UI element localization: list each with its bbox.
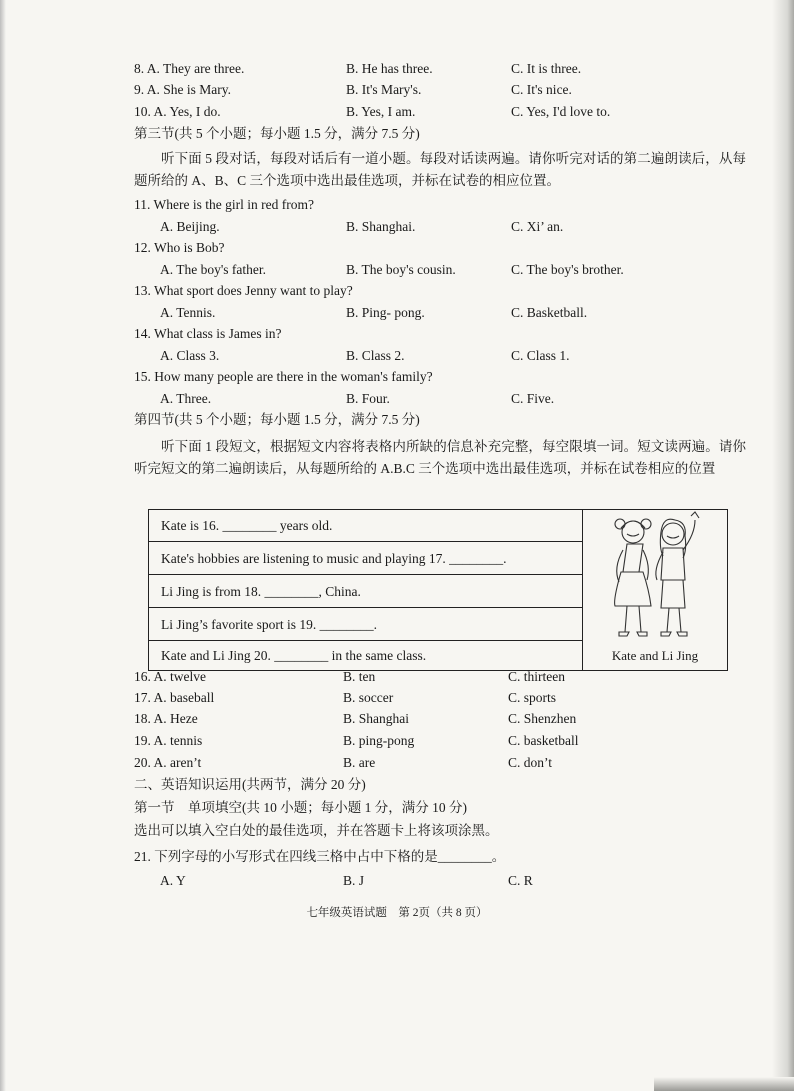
q20-option-a: 20. A. aren’t: [134, 755, 202, 770]
info-table: [148, 509, 728, 671]
q21-option-a: A. Y: [160, 873, 186, 888]
q13-option-a: A. Tennis.: [160, 305, 216, 320]
page-footer: 七年级英语试题 第 2页（共 8 页）: [306, 907, 488, 919]
table-row: Li Jing is from 18. ________, China.: [149, 576, 582, 608]
scan-edge-left: [0, 0, 6, 1091]
part2-section1-header: 第一节 单项填空(共 10 小题；每小题 1 分，满分 10 分): [134, 800, 467, 815]
q20-option-b: B. are: [343, 755, 376, 770]
part2-section1-instructions: 选出可以填入空白处的最佳选项，并在答题卡上将该项涂黑。: [134, 823, 499, 838]
q9-option-a: 9. A. She is Mary.: [134, 82, 231, 97]
q9-option-c: C. It's nice.: [511, 82, 572, 97]
q12-option-c: C. The boy's brother.: [511, 262, 624, 277]
q12-option-b: B. The boy's cousin.: [346, 262, 456, 277]
q18-option-c: C. Shenzhen: [508, 711, 577, 726]
section4-header: 第四节(共 5 个小题；每小题 1.5 分，满分 7.5 分): [134, 412, 420, 427]
q11-question: 11. Where is the girl in red from?: [134, 197, 314, 212]
q17-option-a: 17. A. baseball: [134, 690, 215, 705]
q14-question: 14. What class is James in?: [134, 326, 282, 341]
q18-option-b: B. Shanghai: [343, 711, 409, 726]
q12-option-a: A. The boy's father.: [160, 262, 267, 277]
q16-option-b: B. ten: [343, 669, 376, 684]
q17-option-b: B. soccer: [343, 690, 394, 705]
q19-option-c: C. basketball: [508, 733, 579, 748]
q17-option-c: C. sports: [508, 690, 557, 705]
section3-header: 第三节(共 5 个小题；每小题 1.5 分，满分 7.5 分): [134, 126, 420, 141]
info-table-rows: [149, 510, 583, 670]
q13-question: 13. What sport does Jenny want to play?: [134, 283, 353, 298]
q21-option-c: C. R: [508, 873, 533, 888]
table-row: Kate and Li Jing 20. ________ in the same class.: [161, 648, 427, 663]
q12-question: 12. Who is Bob?: [134, 240, 225, 255]
q11-option-a: A. Beijing.: [160, 219, 220, 234]
q15-option-a: A. Three.: [160, 391, 212, 406]
section4-instructions: 听下面 1 段短文，根据短文内容将表格内所缺的信息补充完整，每空限填一词。短文读两遍。请你听完短文的第二遍朗读后，从每题所给的 A.B.C 三个选项中选出最佳选项，并标在试卷相应的位置: [134, 439, 746, 476]
scan-edge-right: [772, 0, 794, 1091]
part2-header: 二、英语知识运用(共两节，满分 20 分): [134, 777, 366, 792]
q8-option-c: C. It is three.: [511, 61, 582, 76]
scan-edge-bottom: [654, 1077, 794, 1091]
q18-option-a: 18. A. Heze: [134, 711, 198, 726]
table-row: Li Jing’s favorite sport is 19. ________.: [149, 609, 582, 641]
table-row: Kate's hobbies are listening to music and playing 17. ________.: [149, 543, 582, 575]
q10-option-b: B. Yes, I am.: [346, 104, 416, 119]
q15-option-c: C. Five.: [511, 391, 555, 406]
q21-option-b: B. J: [343, 873, 365, 888]
q9-option-b: B. It's Mary's.: [346, 82, 422, 97]
q15-question: 15. How many people are there in the woman's family?: [134, 369, 433, 384]
q14-option-c: C. Class 1.: [511, 348, 570, 363]
q21-question: 21. 下列字母的小写形式在四线三格中占中下格的是________。: [134, 849, 506, 864]
q14-option-a: A. Class 3.: [160, 348, 220, 363]
q14-option-b: B. Class 2.: [346, 348, 405, 363]
q19-option-a: 19. A. tennis: [134, 733, 203, 748]
q10-option-c: C. Yes, I'd love to.: [511, 104, 611, 119]
section3-instructions: 听下面 5 段对话，每段对话后有一道小题。每段对话读两遍。请你听完对话的第二遍朗读后，从每题所给的 A、B、C 三个选项中选出最佳选项，并标在试卷的相应位置。: [134, 151, 746, 188]
two-girls-illustration: [583, 510, 727, 646]
q16-option-c: C. thirteen: [508, 669, 565, 684]
q16-option-a: 16. A. twelve: [134, 669, 206, 684]
q11-option-b: B. Shanghai.: [346, 219, 416, 234]
q19-option-b: B. ping-pong: [343, 733, 415, 748]
q13-option-c: C. Basketball.: [511, 305, 588, 320]
q20-option-c: C. don’t: [508, 755, 553, 770]
illustration-caption: Kate and Li Jing: [611, 648, 699, 663]
table-row: Kate is 16. ________ years old.: [149, 510, 582, 542]
q13-option-b: B. Ping- pong.: [346, 305, 425, 320]
illustration-cell: [583, 510, 727, 670]
q8-option-b: B. He has three.: [346, 61, 433, 76]
q11-option-c: C. Xi’ an.: [511, 219, 564, 234]
q15-option-b: B. Four.: [346, 391, 390, 406]
q8-option-a: 8. A. They are three.: [134, 61, 245, 76]
q10-option-a: 10. A. Yes, I do.: [134, 104, 221, 119]
